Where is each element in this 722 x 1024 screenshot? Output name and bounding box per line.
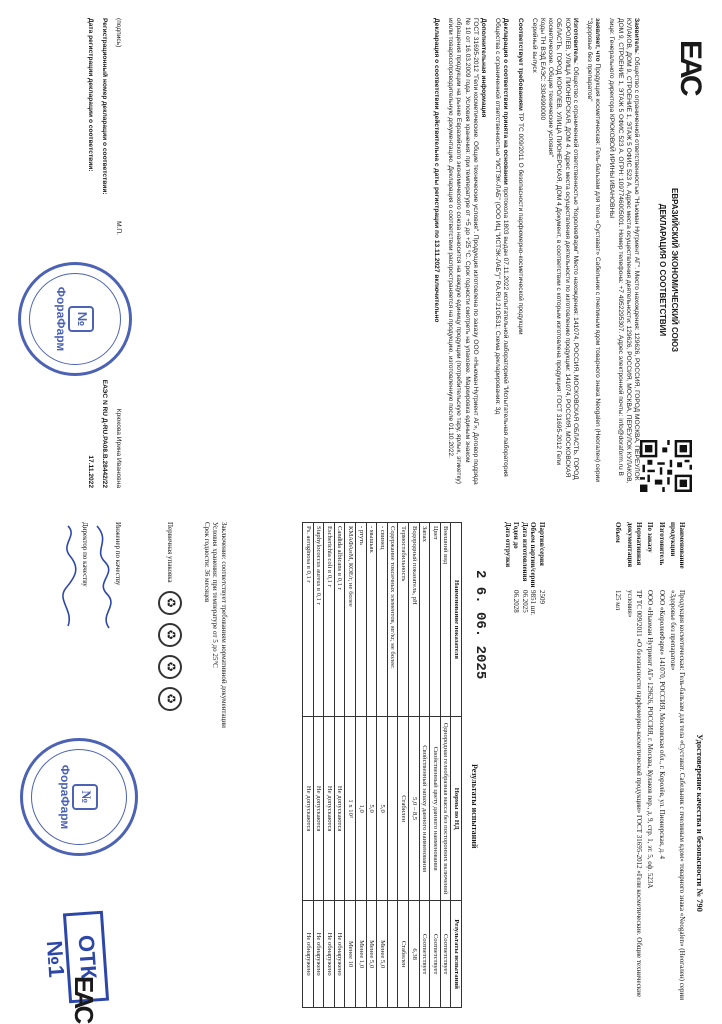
meta-value: ООО «КоролевФарм» 141070, РОССИЯ, Московская обл., г. Королёв, ул. Пионерская, д. 4 — [657, 590, 666, 860]
table-cell: Candida albicans в 0,1 г — [334, 523, 345, 717]
recycle-icon: ♻ — [158, 623, 182, 647]
batch-info — [503, 522, 546, 752]
table-cell: Менее 1,0 — [356, 901, 367, 1008]
table-cell: 5,0 — [366, 717, 377, 901]
table-cell — [387, 717, 398, 901]
table-cell: Не обнаружено — [313, 901, 324, 1008]
meta-row — [614, 522, 623, 1008]
recycle-icon: ♻ — [158, 687, 182, 711]
table-cell: Стабилен — [398, 901, 409, 1008]
table-cell: Запах — [419, 523, 430, 717]
table-row — [303, 523, 314, 1008]
stamp-firm-name: ФораФарм — [57, 764, 72, 830]
table-row — [345, 523, 356, 1008]
col-header: Результаты испытаний — [451, 901, 462, 1008]
table-cell: Термостабильность — [398, 523, 409, 717]
certificate-meta — [611, 522, 686, 1008]
certificate-rotated — [0, 508, 722, 1024]
batch-key: Партия/серия — [538, 522, 546, 566]
validity-text: Декларация о соответствии действительна с даты регистрации по 13.11.2027 включительно — [432, 18, 440, 323]
storage-text: Условия хранения: при температуре от 5 до 25°С — [211, 522, 220, 668]
registration-number-row — [100, 18, 108, 488]
stamp-firm-name: ФораФарм — [53, 286, 68, 352]
stamp-logo-icon: № — [68, 306, 94, 332]
batch-value: 06.2025 — [520, 590, 529, 613]
table-cell: Staphylococcus aureus в 0,1 г — [313, 523, 324, 717]
table-cell: 1,0 — [356, 717, 367, 901]
signature-block — [85, 18, 126, 488]
table-cell: - мышьяк — [366, 523, 377, 717]
table-cell: Не обнаружено — [324, 901, 335, 1008]
signer-quality-director: Директор по качеству — [80, 522, 89, 587]
manufacturer-text: Общество с ограниченной ответственностью "КоролевФарм" Место нахождения: 141074, РОССИЯ, МОСКОВСКАЯ ОБЛАСТЬ, ГОРОД КОРОЛЕВ, УЛИЦА ПИОНЕРСКАЯ, ДОМ 4. Адрес места осуществления деятельности по изготовлению продукции: 141074, РОССИЯ, МОСКОВСКАЯ ОБЛАСТЬ, ГОРОД КОРОЛЕВ, УЛИЦА ПИОНЕРСКАЯ, ДОМ 4 — [555, 18, 579, 480]
table-row — [356, 523, 367, 1008]
signature-label: (подпись) — [115, 18, 122, 48]
table-cell: Менее 5,0 — [377, 901, 388, 1008]
reg-date-value: 17.11.2022 — [86, 455, 94, 488]
certificate-title: Удостоверение качества и безопасности № 790 — [695, 734, 705, 912]
declares-text: Продукция косметическая: Гель-бальзам для тела «Сустават» Сабельник с пчелиным ядом товарного знака Neogalen (Неогален) серии "Здоровье без препаратов" — [585, 18, 602, 482]
eac-mark: ЕАС — [674, 40, 707, 94]
qr-code-icon — [640, 440, 692, 492]
batch-value: 2509 — [538, 590, 546, 604]
meta-row — [669, 522, 686, 1008]
reg-number-label: Регистрационный номер декларации о соответствии: — [100, 18, 108, 195]
batch-key: Дата изготовления — [520, 522, 529, 582]
table-row — [387, 523, 398, 1008]
conforms-section — [515, 18, 523, 488]
table-cell: - ртуть — [356, 523, 367, 717]
table-row — [324, 523, 335, 1008]
signer-quality-engineer: Инженер по качеству — [114, 522, 122, 586]
results-title: Результаты испытаний — [470, 764, 479, 849]
director-text: В лице: Генерального директора КРЮКОВОЙ ИРИНЫ ИВАНОВНЫ — [608, 18, 624, 476]
table-cell: Водородный показатель, pH — [409, 523, 420, 717]
table-row — [366, 523, 377, 1008]
table-cell: Не допускаются — [324, 717, 335, 901]
declares-section — [585, 18, 601, 488]
meta-key: Изготовитель — [657, 522, 666, 566]
batch-value: 06.2028 — [512, 590, 521, 613]
declares-label: заявляет, что — [594, 18, 602, 62]
results-header-row — [451, 523, 462, 1008]
shipment-date-stamp: 2 6. 06. 2025 — [472, 570, 488, 680]
meta-row — [657, 522, 666, 1008]
table-cell: Не обнаружено — [334, 901, 345, 1008]
meta-value: ТР ТС 009/2011 «О безопасности парфюмерно-косметической продукции» ГОСТ 31695-2012 «Гели косметические. Общие технические условия» — [626, 590, 643, 998]
table-cell: 5,0 — [377, 717, 388, 901]
union-title: ЕВРАЗИЙСКИЙ ЭКОНОМИЧЕСКИЙ СОЮЗ — [670, 187, 679, 353]
table-cell: Менее 5,0 — [366, 901, 377, 1008]
signer-name: Крюкова Ирина Ивановна — [115, 408, 122, 488]
table-cell: 1 х 10³ — [345, 717, 356, 901]
packaging-label: Первичная упаковка — [166, 522, 175, 583]
table-row — [377, 523, 388, 1008]
table-cell: Свойственный цвету данного наименования — [430, 717, 441, 901]
results-body — [303, 523, 451, 1008]
table-cell: 6,38 — [409, 901, 420, 1008]
stamp-logo-icon: № — [72, 784, 98, 810]
table-cell: Свойственный запаху данного наименования — [419, 717, 430, 901]
certificate-page — [0, 508, 722, 1024]
declaration-body — [426, 18, 640, 488]
table-row — [430, 523, 441, 1008]
table-row — [440, 523, 451, 1008]
meta-value: 125 мл — [614, 590, 623, 611]
table-cell: Соответствует — [430, 901, 441, 1008]
table-cell — [387, 901, 398, 1008]
table-row — [313, 523, 324, 1008]
conforms-label: Соответствует требованиям — [516, 18, 524, 111]
codes-text: Коды ТН ВЭД ЕАЭС: 3304990000 — [538, 18, 546, 121]
table-cell: Не допускаются — [313, 717, 324, 901]
table-cell: Не допускаются — [334, 717, 345, 901]
table-cell: Содержание токсичных элементов, мг/кг, не более: — [387, 523, 398, 717]
table-cell: Не обнаружено — [303, 901, 314, 1008]
signature-icon — [58, 522, 80, 632]
applicant-section: Заявитель: Общество с ограниченной ответственностью "Нъюман Нутриент АГ". Место нахождения: 129626, РОССИЯ, ГОРОД МОСКВА, ПЕРЕУЛОК КУЛАКОВ, ДОМ 9, СТРОЕНИЕ 1, ЭТАЖ 5 ОФИС 523 А. Адрес места осуществления деятельности: 129626, РОССИЯ, МОСКВА, ПЕРЕУЛОК КУЛАКОВ, ДОМ 9, СТРОЕНИЕ 1, ЭТАЖ 5 ОФИС 523 А. ОГРН: 1097746005001. Номер телефона: +7 4952295307. Адрес электронной почты: info@doraform.ru В лице: Генерального директора КРЮКОВОЙ ИРИНЫ ИВАНОВНЫ — [608, 18, 640, 484]
batch-key: Дата отгрузки — [503, 522, 512, 568]
conclusion-block — [202, 522, 228, 1008]
extra-text: ГОСТ 31695-2012 "Гели косметические. Общие технические условия". Продукция изготовлена по заказу ООО «Ньюман Нутриент АГ», Договор подряда № 10 от 16.03.2009 года. Условия хранения: при температуре от +5 до +25 °С. Срок годности смотреть на упаковке. Маркировка единым знаком обращения продукции на рынке Евразийского экономического союза наносится на каждую единицу продукции (потребительскую тару, ярлык, этикетку) и/или товаросопроводительную документацию. Декларация о соответствии распространяется на продукцию, изготовленную после 01.10.2022. — [447, 18, 479, 485]
meta-key: По заказу — [646, 522, 655, 553]
table-cell: Ps. aeruginosa в 0,1 г — [303, 523, 314, 717]
declaration-page — [0, 0, 722, 505]
conforms-text: ТР ТС 009/2011 О безопасности парфюмерно-косметической продукции — [516, 112, 524, 335]
batch-row — [537, 522, 546, 752]
table-cell: 5,0 – 8,5 — [409, 717, 420, 901]
manufacturer-label: Изготовитель — [571, 18, 579, 63]
recycle-icon: ♻ — [158, 591, 182, 615]
batch-row — [512, 522, 521, 752]
table-cell: Соответствует — [419, 901, 430, 1008]
table-row — [409, 523, 420, 1008]
table-cell: Соответствует — [440, 901, 451, 1008]
manufacturer-section: Изготовитель: Общество с ограниченной ответственностью "КоролевФарм" Место нахождения: 141074, РОССИЯ, МОСКОВСКАЯ ОБЛАСТЬ, ГОРОД КОРОЛЕВ, УЛИЦА ПИОНЕРСКАЯ, ДОМ 4. Адрес места осуществления деятельности по изготовлению продукции: 141074, РОССИЯ, МОСКОВСКАЯ ОБЛАСТЬ, ГОРОД КОРОЛЕВ, УЛИЦА ПИОНЕРСКАЯ, ДОМ 4 Документ, в соответствии с которым изготовлена продукция: ГОСТ 31695-2012 Гели косметические. Общие технические условия" Коды ТН ВЭД ЕАЭС: 3304990000 Серийный выпуск — [530, 18, 579, 480]
results-table — [302, 522, 462, 1008]
recycle-icon: ♻ — [158, 655, 182, 679]
table-cell: Однородная гелеобразная масса без посторонних включений — [440, 717, 451, 901]
batch-row — [503, 522, 512, 752]
table-cell: КМАФАнМ, КОЕ/г, не более — [345, 523, 356, 717]
table-cell: Не допускаются — [303, 717, 314, 901]
extra-section — [446, 18, 487, 488]
table-cell: Стабилен — [398, 717, 409, 901]
batch-key: Объем партии/серии — [529, 522, 538, 588]
table-cell: Цвет — [430, 523, 441, 717]
declaration-title: ДЕКЛАРАЦИЯ О СООТВЕТСТВИИ — [658, 203, 667, 337]
meta-key: Объем — [614, 522, 623, 543]
declaration-rotated — [0, 0, 722, 505]
table-row — [398, 523, 409, 1008]
basis-text: протокола 1803 выдан 07.11.2022 испытательной лабораторией "Испытательная лаборатория Общества с ограниченной ответственностью "ИСТЭК-ЛАБ" (ООО ИЦ "ИСТЭК-ЛАБ")" RA.RU.21ОБ31; Схема декларирования: 3д — [494, 18, 510, 477]
batch-row — [520, 522, 529, 752]
applicant-label: Заявитель — [633, 18, 640, 53]
col-header: Наименование показателя — [451, 523, 462, 717]
table-cell: Внешний вид — [440, 523, 451, 717]
registration-date-row — [85, 18, 93, 488]
batch-row — [529, 522, 538, 752]
company-stamp-icon — [18, 262, 132, 376]
basis-label: Декларация о соответствии принята на основании — [502, 18, 510, 185]
meta-value: Продукция косметическая: Гель-бальзам для тела «Сустават. Сабельник с пчелиным ядом» товарного знака «Neogalen» (Неогален) серии «Здоровье без препаратов» — [669, 590, 686, 1001]
reg-date-label: Дата регистрации декларации о соответствии: — [86, 18, 94, 172]
batch-value: 9851 шт. — [529, 590, 538, 616]
packaging-row — [158, 522, 182, 1008]
signature-icon — [91, 522, 113, 632]
company-stamp-icon — [20, 738, 138, 856]
basis-section — [493, 18, 509, 488]
reg-number-value: ЕАЭС N RU Д-RU.РА08.В.28442/22 — [100, 379, 108, 488]
shelf-life-text: Срок годности: 36 месяцев — [202, 522, 211, 603]
meta-key: Нормативная документация — [626, 522, 643, 568]
meta-key: Наименование продукции — [669, 522, 686, 569]
batch-key: Годен до — [512, 522, 521, 549]
table-cell: Escherichia coli в 0,1 г — [324, 523, 335, 717]
applicant-text: Общество с ограниченной ответственностью "Нъюман Нутриент АГ". Место нахождения: 129626, РОССИЯ, ГОРОД МОСКВА, ПЕРЕУЛОК КУЛАКОВ, ДОМ 9, СТРОЕНИЕ 1, ЭТАЖ 5 ОФИС 523 А. Адрес места осуществления деятельности: 129626, РОССИЯ, МОСКВА, ПЕРЕУЛОК КУЛАКОВ, ДОМ 9, СТРОЕНИЕ 1, ЭТАЖ 5 ОФИС 523 А. ОГРН: 1097746005001. Номер телефона: +7 4952295307. Адрес электронной почты: info@doraform.ru — [616, 18, 640, 484]
eac-mark: ЕАС — [69, 976, 99, 1022]
meta-value: ООО «Нъюман Нутриент АГ» 129626, РОССИЯ, г. Москва, Кулаков пер., д. 9, стр. 1, эт. 5, оф. 523А — [646, 590, 655, 889]
table-cell: Менее 10 — [345, 901, 356, 1008]
meta-row — [646, 522, 655, 1008]
table-cell: - свинец — [377, 523, 388, 717]
meta-row — [625, 522, 642, 1008]
col-header: Нормы по НД — [451, 717, 462, 901]
extra-label: Дополнительная информация — [479, 18, 487, 118]
otk-stamp: ОТК №1 — [63, 911, 109, 1004]
signature-row — [114, 18, 122, 488]
table-row — [334, 523, 345, 1008]
serial-text: Серийный выпуск — [530, 18, 538, 73]
table-row — [419, 523, 430, 1008]
docs-text: Документ, в соответствии с которым изготовлена продукция: ГОСТ 31695-2012 Гели косметические. Общие технические условия" — [547, 18, 563, 465]
conclusion-text: Заключение: соответствует требованиям нормативной документации — [220, 522, 228, 728]
stamp-initials: М.П. — [115, 221, 122, 236]
